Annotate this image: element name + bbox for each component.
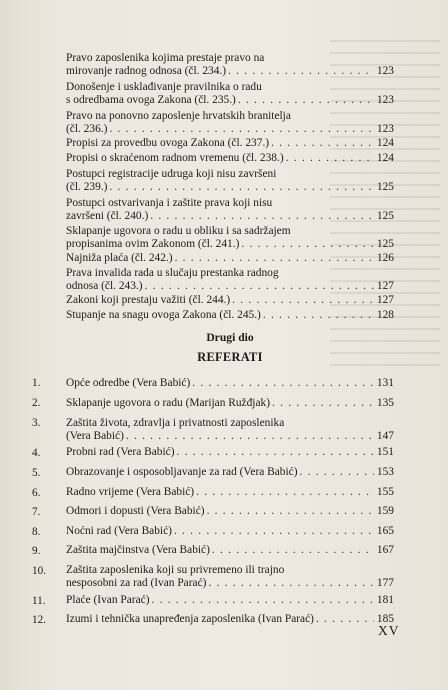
leader-dots [238, 94, 374, 107]
page-number: 167 [376, 544, 394, 556]
leader-dots [175, 252, 374, 265]
leader-dots [228, 65, 374, 78]
page-number: 153 [376, 466, 394, 478]
leader-dots [192, 377, 374, 390]
toc-entry-text: Radno vrijeme (Vera Babić) [66, 486, 195, 498]
leader-dots [196, 486, 374, 499]
item-number: 11. [32, 595, 46, 607]
leader-dots [272, 397, 374, 410]
page-number: 127 [376, 279, 394, 292]
page-number: 165 [376, 525, 394, 537]
page-number: 125 [376, 209, 394, 222]
page-number: 123 [376, 64, 394, 77]
toc-entry [66, 377, 394, 390]
toc-entry [66, 466, 394, 479]
toc-entry [66, 110, 394, 135]
leader-dots [208, 577, 374, 590]
leader-dots [212, 544, 374, 557]
toc-entry-text: završeni (čl. 240.) [66, 209, 149, 222]
toc-entry-text: Opće odredbe (Vera Babić) [66, 377, 191, 389]
leader-dots [150, 210, 374, 223]
toc-entry-text: Zaštita života, zdravlja i privatnosti zaposlenika [66, 417, 285, 429]
page-number: 131 [376, 377, 394, 389]
toc-entry [66, 252, 394, 265]
toc-entry-text: (čl. 239.) [66, 180, 108, 193]
toc-entry-text: Prava invalida rada u slučaju prestanka radnog [66, 267, 279, 279]
toc-entry [66, 594, 394, 607]
leader-dots [232, 294, 374, 307]
toc-entry-text: Izumi i tehnička unapređenja zaposlenika (Ivan Parać) [66, 613, 314, 625]
folio-page-number: XV [378, 623, 400, 638]
toc-entry [66, 486, 394, 499]
leader-dots [286, 152, 374, 165]
leader-dots [300, 466, 374, 479]
page-number: 151 [376, 446, 394, 458]
toc-entry-text: Sklapanje ugovora o radu u obliku i sa sadržajem [66, 225, 291, 237]
toc-entry [66, 81, 394, 106]
toc-entry-text: Propisi za provedbu ovoga Zakona (čl. 237.) [66, 137, 270, 149]
toc-entry-text: Donošenje i usklađivanje pravilnika o radu [66, 81, 262, 93]
leader-dots [145, 280, 374, 293]
toc-entry [66, 294, 394, 307]
page-number: 128 [376, 309, 394, 321]
toc-entry-text: Noćni rad (Vera Babić) [66, 525, 172, 537]
item-number: 6. [32, 487, 41, 499]
leader-dots [271, 137, 374, 150]
toc-entry [66, 197, 394, 222]
page-number: 125 [376, 180, 394, 193]
toc-entry-text: Postupci registracije udruga koji nisu završeni [66, 168, 277, 180]
page-number: 159 [376, 505, 394, 517]
leader-dots [126, 430, 374, 443]
toc-entry [66, 564, 394, 589]
toc-entry-text: mirovanje radnog odnosa (čl. 234.) [66, 64, 227, 77]
toc-entry [66, 52, 394, 77]
toc-entry-text: propisanima ovim Zakonom (čl. 241.) [66, 237, 240, 250]
toc-entry-text: s odredbama ovoga Zakona (čl. 235.) [66, 93, 236, 106]
leader-dots [263, 309, 374, 322]
item-number: 12. [32, 614, 46, 626]
item-number: 10. [32, 565, 46, 577]
toc-entry-text: Postupci ostvarivanja i zaštite prava koji nisu [66, 197, 273, 209]
toc-entry-text: Pravo zaposlenika kojima prestaje pravo na [66, 52, 265, 64]
leader-dots [174, 525, 374, 538]
page-number: 125 [376, 237, 394, 250]
toc-entry-text: odnosa (čl. 243.) [66, 279, 143, 292]
leader-dots [241, 238, 374, 251]
leader-dots [109, 123, 374, 136]
toc-entry [66, 152, 394, 165]
item-number: 2. [32, 397, 41, 409]
toc-entry-text: Sklapanje ugovora o radu (Marijan Ružđjak) [66, 397, 271, 409]
toc-entry [66, 525, 394, 538]
item-number: 7. [32, 506, 41, 518]
page-number: 123 [376, 122, 394, 135]
item-number: 8. [32, 526, 41, 538]
item-number: 5. [32, 467, 41, 479]
toc-entry-text: Propisi o skraćenom radnom vremenu (čl. 238.) [66, 152, 284, 164]
toc-entry [66, 505, 394, 518]
item-number: 1. [32, 377, 41, 389]
leader-dots [207, 505, 374, 518]
toc-entry [66, 544, 394, 557]
item-number: 9. [32, 545, 41, 557]
toc-entry-text: Probni rad (Vera Babić) [66, 446, 175, 458]
leader-dots [177, 446, 375, 459]
toc-entry-text: (čl. 236.) [66, 122, 108, 135]
toc-entry-text: Zaštita zaposlenika koji su privremeno ili trajno [66, 564, 285, 576]
toc-entry [66, 267, 394, 292]
toc-entry-text: nesposobni za rad (Ivan Parać) [66, 576, 207, 589]
page-number: 123 [376, 93, 394, 106]
toc-entry-text: Zakoni koji prestaju važiti (čl. 244.) [66, 294, 231, 306]
page-number: 127 [376, 294, 394, 306]
leader-dots [151, 594, 374, 607]
part-heading: Drugi dio [206, 331, 254, 344]
toc-entry [66, 309, 394, 322]
section-heading: REFERATI [197, 350, 263, 364]
page-number: 135 [376, 397, 394, 409]
page-number: 177 [376, 576, 394, 589]
toc-entry [66, 168, 394, 193]
item-number: 4. [32, 447, 41, 459]
page-number: 124 [376, 152, 394, 164]
toc-entry-text: Najniža plaća (čl. 242.) [66, 252, 173, 264]
toc-entry [66, 137, 394, 150]
page-number: 155 [376, 486, 394, 498]
toc-entry-text: Plaće (Ivan Parać) [66, 594, 150, 606]
page-number: 147 [376, 429, 394, 442]
leader-dots [316, 613, 374, 626]
page-number: 185 [376, 613, 394, 625]
toc-entry [66, 446, 394, 459]
toc-entry-text: Obrazovanje i osposobljavanje za rad (Vera Babić) [66, 466, 298, 478]
toc-entry-text: (Vera Babić) [66, 429, 124, 442]
leader-dots [109, 181, 374, 194]
toc-entry [66, 397, 394, 410]
toc-entry-text: Pravo na ponovno zaposlenje hrvatskih branitelja [66, 110, 291, 122]
toc-entry-text: Zaštita majčinstva (Vera Babić) [66, 544, 210, 556]
page-number: 126 [376, 252, 394, 264]
page-number: 124 [376, 137, 394, 149]
toc-entry [66, 417, 394, 442]
item-number: 3. [32, 417, 41, 429]
toc-entry [66, 613, 394, 626]
toc-entry [66, 225, 394, 250]
toc-entry-text: Odmori i dopusti (Vera Babić) [66, 505, 205, 517]
toc-entry-text: Stupanje na snagu ovoga Zakona (čl. 245.) [66, 309, 261, 321]
page-number: 181 [376, 594, 394, 606]
